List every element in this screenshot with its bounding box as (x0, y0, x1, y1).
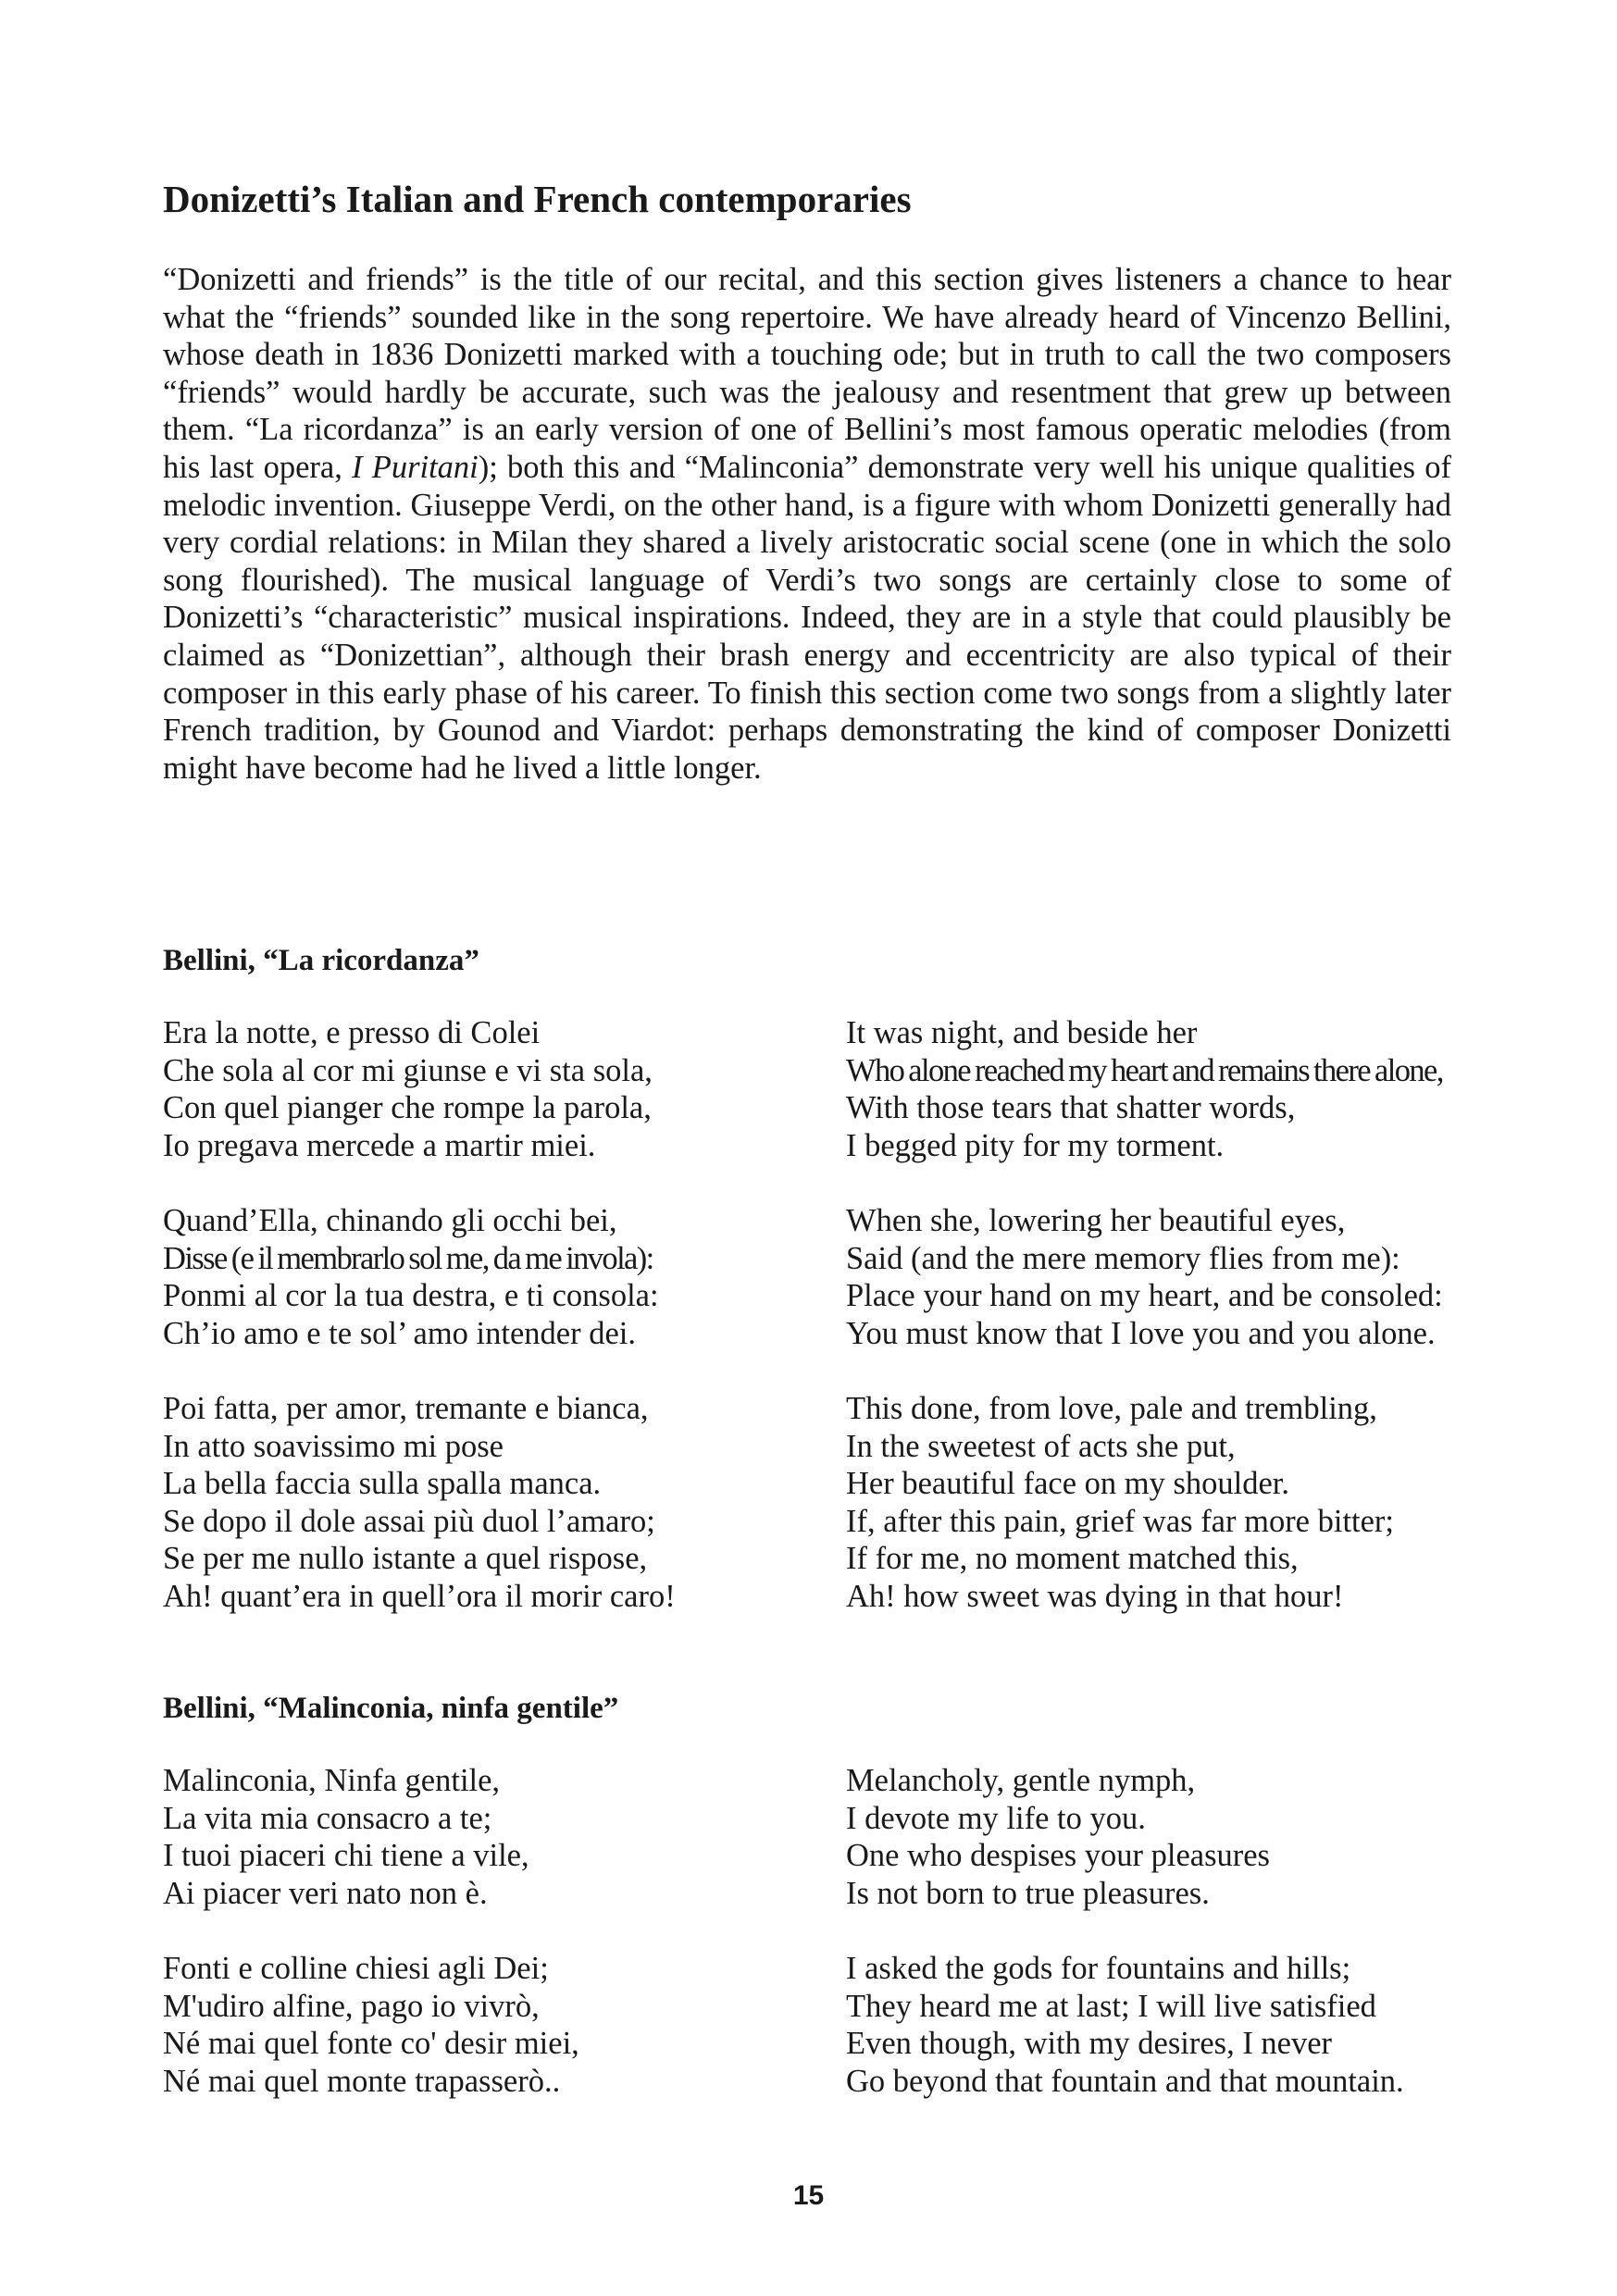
verse-line: Melancholy, gentle nymph, (846, 1763, 1196, 1798)
verse-line: Is not born to true pleasures. (846, 1875, 1210, 1911)
italian-stanza (163, 1950, 811, 2100)
verse-line: I asked the gods for fountains and hills; (846, 1950, 1351, 1986)
italian-text-malinconia (163, 1762, 811, 2100)
verse-line: They heard me at last; I will live satisfied (846, 1988, 1376, 2024)
verse-line: Who alone reached my heart and remains there alone, (846, 1052, 1443, 1088)
intro-text-part1: “Donizetti and friends” is the title of our recital, and this section gives listeners a chance to hear what the “friends” sounded like in the song repertoire. We have already heard of Vincenzo Bellini, whose death in 1836 Donizetti marked with a touching ode; but in truth to call the two composers “friends” would hardly be accurate, such was the jealousy and resentment that grew up between them. “La ricordanza” is an early version of one of Bellini’s most famous operatic melodies (from his last opera, (163, 262, 1451, 485)
italian-text-la-ricordanza (163, 1014, 811, 1616)
verse-line: Even though, with my desires, I never (846, 2026, 1333, 2062)
verse-line: Ai piacer veri nato non è. (163, 1875, 488, 1911)
song-title-malinconia: Bellini, “Malinconia, ninfa gentile” (163, 1692, 619, 1725)
verse-line: It was night, and beside her (846, 1015, 1198, 1050)
english-stanza (846, 1390, 1549, 1616)
intro-text-part2: ); both this and “Malinconia” demonstrate very well his unique qualities of melodic invention. Giuseppe Verdi, on the other hand, is a figure with whom Donizetti generally had very cordial relations: in Milan they shared a lively aristocratic social scene (one in which the solo song flourished). The musical language of Verdi’s two songs are certainly close to some of Donizetti’s “characteristic” musical inspirations. Indeed, they are in a style that could plausibly be claimed as “Donizettian”, although their brash energy and eccentricity are also typical of their composer in this early phase of his career. To finish this section come two songs from a slightly later French tradition, by Gounod and Viardot: perhaps demonstrating the kind of composer Donizetti might have become had he lived a little longer. (163, 449, 1451, 786)
verse-line: Ah! how sweet was dying in that hour! (846, 1578, 1344, 1614)
intro-paragraph (163, 261, 1451, 787)
verse-line: Ponmi al cor la tua destra, e ti consola: (163, 1278, 659, 1314)
verse-line: I begged pity for my torment. (846, 1127, 1225, 1163)
section-title: Donizetti’s Italian and French contemporaries (163, 178, 912, 220)
verse-line: M'udiro alfine, pago io vivrò, (163, 1988, 540, 2024)
italian-stanza (163, 1014, 811, 1164)
verse-line: This done, from love, pale and trembling, (846, 1390, 1377, 1426)
page-number: 15 (792, 2180, 825, 2211)
verse-line: Era la notte, e presso di Colei (163, 1015, 541, 1050)
italian-stanza (163, 1390, 811, 1616)
verse-line: Se per me nullo istante a quel rispose, (163, 1541, 648, 1577)
verse-line: In atto soavissimo mi pose (163, 1428, 504, 1464)
verse-line: Né mai quel monte trapasserò.. (163, 2063, 561, 2099)
verse-line: Io pregava mercede a martir miei. (163, 1127, 596, 1163)
song-title-la-ricordanza: Bellini, “La ricordanza” (163, 944, 479, 977)
verse-line: Place your hand on my heart, and be consoled: (846, 1278, 1443, 1314)
verse-line: Né mai quel fonte co' desir miei, (163, 2026, 579, 2062)
verse-line: Ah! quant’era in quell’ora il morir caro! (163, 1578, 676, 1614)
verse-line: If, after this pain, grief was far more bitter; (846, 1503, 1395, 1539)
verse-line: Con quel pianger che rompe la parola, (163, 1090, 652, 1126)
verse-line: La vita mia consacro a te; (163, 1800, 492, 1836)
verse-line: One who despises your pleasures (846, 1838, 1270, 1874)
verse-line: Che sola al cor mi giunse e vi sta sola, (163, 1052, 653, 1088)
verse-line: Ch’io amo e te sol’ amo intender dei. (163, 1315, 636, 1351)
verse-line: When she, lowering her beautiful eyes, (846, 1202, 1346, 1238)
english-translation-la-ricordanza (846, 1014, 1549, 1616)
verse-line: You must know that I love you and you alone. (846, 1315, 1436, 1351)
verse-line: La bella faccia sulla spalla manca. (163, 1466, 602, 1502)
verse-line: Se dopo il dole assai più duol l’amaro; (163, 1503, 655, 1539)
verse-line: Said (and the mere memory flies from me): (846, 1240, 1400, 1276)
verse-line: Poi fatta, per amor, tremante e bianca, (163, 1390, 649, 1426)
english-stanza (846, 1950, 1549, 2100)
verse-line: Malinconia, Ninfa gentile, (163, 1763, 501, 1798)
verse-line: If for me, no moment matched this, (846, 1541, 1299, 1577)
verse-line: I tuoi piaceri chi tiene a vile, (163, 1838, 529, 1874)
english-stanza (846, 1202, 1549, 1352)
verse-line: Fonti e colline chiesi agli Dei; (163, 1950, 549, 1986)
english-translation-malinconia (846, 1762, 1549, 2100)
verse-line: Her beautiful face on my shoulder. (846, 1466, 1290, 1502)
english-stanza (846, 1014, 1549, 1164)
verse-line: Go beyond that fountain and that mountain. (846, 2063, 1404, 2099)
italian-stanza (163, 1202, 811, 1352)
intro-text-italic: I Puritani (352, 449, 479, 485)
english-stanza (846, 1762, 1549, 1912)
italian-stanza (163, 1762, 811, 1912)
verse-line: With those tears that shatter words, (846, 1090, 1296, 1126)
verse-line: Disse (e il membrarlo sol me, da me invola): (163, 1240, 653, 1276)
verse-line: Quand’Ella, chinando gli occhi bei, (163, 1202, 617, 1238)
verse-line: I devote my life to you. (846, 1800, 1146, 1836)
verse-line: In the sweetest of acts she put, (846, 1428, 1236, 1464)
